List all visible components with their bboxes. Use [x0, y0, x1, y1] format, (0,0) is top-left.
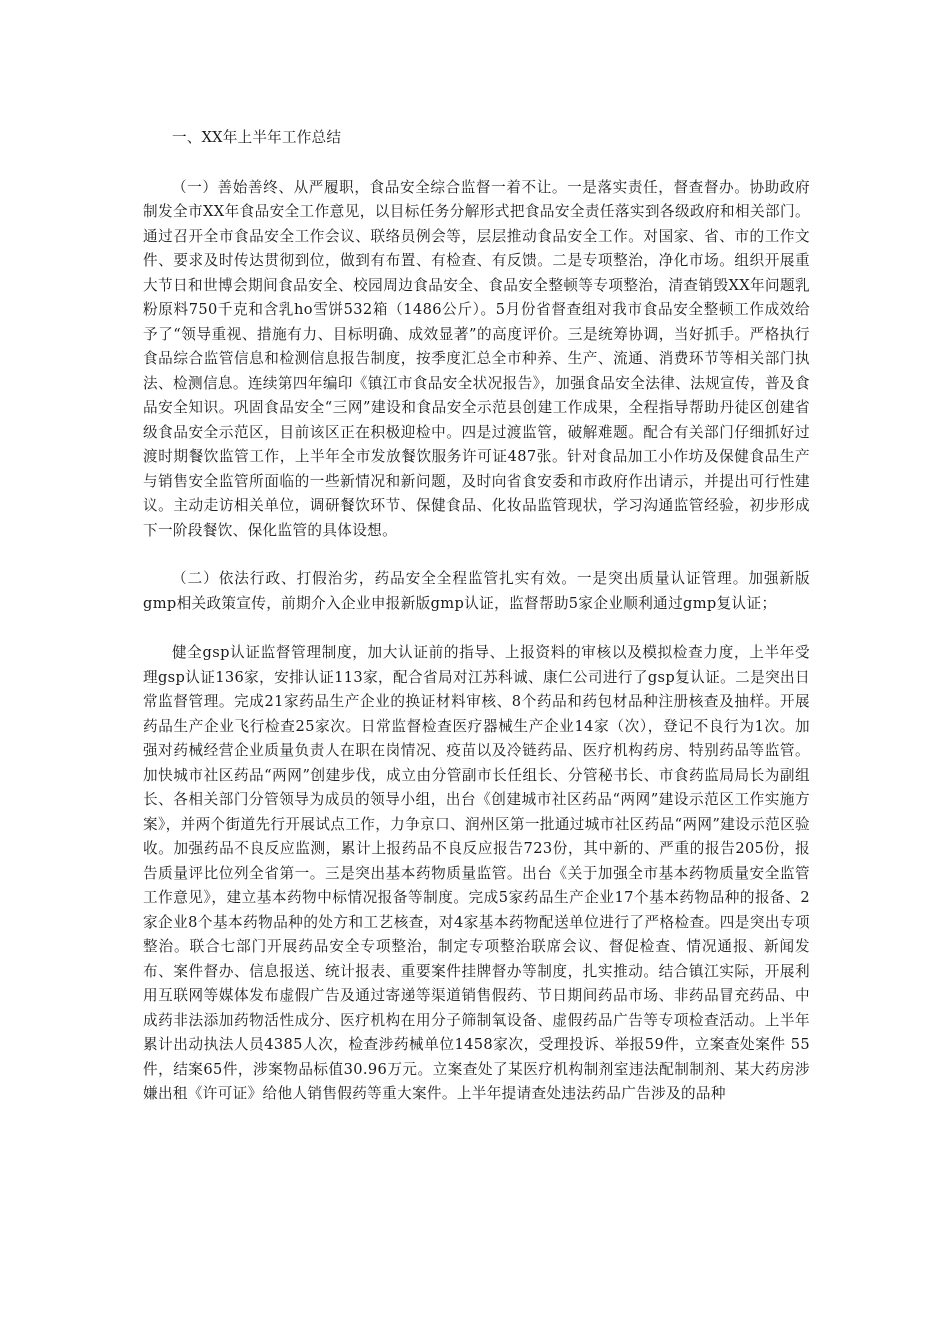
paragraph-food-safety: （一）善始善终、从严履职，食品安全综合监督一着不让。一是落实责任，督查督办。协助政府制发全市XX年食品安全工作意见，以目标任务分解形式把食品安全责任落实到各级政府和相关部门。通过召开全市食品安全工作会议、联络员例会等，层层推动食品安全工作。对国家、省、市的工作文件、要求及时传达贯彻到位，做到有布置、有检查、有反馈。二是专项整治，净化市场。组织开展重大节日和世博会期间食品安全、校园周边食品安全、食品安全整顿等专项整治，清查销毁XX年问题乳粉原料750千克和含乳ho雪饼532箱（1486公斤）。5月份省督查组对我市食品安全整顿工作成效给予了“领导重视、措施有力、目标明确、成效显著”的高度评价。三是统筹协调，当好抓手。严格执行食品综合监管信息和检测信息报告制度，按季度汇总全市种养、生产、流通、消费环节等相关部门执法、检测信息。连续第四年编印《镇江市食品安全状况报告》，加强食品安全法律、法规宣传，普及食品安全知识。巩固食品安全“三网”建设和食品安全示范县创建工作成果，全程指导帮助丹徒区创建省级食品安全示范区，目前该区正在积极迎检中。四是过渡监管，破解难题。配合有关部门仔细抓好过渡时期餐饮监管工作，上半年全市发放餐饮服务许可证487张。针对食品加工小作坊及保健食品生产与销售安全监管所面临的一些新情况和新问题，及时向省食安委和市政府作出请示，并提出可行性建议。主动走访相关单位，调研餐饮环节、保健食品、化妆品监管现状，学习沟通监管经验，初步形成下一阶段餐饮、保化监管的具体设想。: [143, 178, 810, 539]
spacer: [143, 151, 810, 176]
section-heading: 一、XX年上半年工作总结: [172, 129, 342, 146]
document-body: [143, 126, 810, 1107]
spacer: [143, 616, 810, 641]
paragraph-drug-safety-intro: （二）依法行政、打假治劣，药品安全全程监管扎实有效。一是突出质量认证管理。加强新版gmp相关政策宣传，前期介入企业申报新版gmp认证，监督帮助5家企业顺利通过gmp复认证；: [143, 570, 810, 612]
paragraph-gsp-certification: 健全gsp认证监督管理制度，加大认证前的指导、上报资料的审核以及模拟检查力度，上半年受理gsp认证136家，安排认证113家，配合省局对江苏科诚、康仁公司进行了gsp复认证。二是突出日常监督管理。完成21家药品生产企业的换证材料审核、8个药品和药包材品种注册核查及抽样。开展药品生产企业飞行检查25家次。日常监督检查医疗器械生产企业14家（次），登记不良行为1次。加强对药械经营企业质量负责人在职在岗情况、疫苗以及冷链药品、医疗机构药房、特别药品等监管。加快城市社区药品“两网”创建步伐，成立由分管副市长任组长、分管秘书长、市食药监局局长为副组长、各相关部门分管领导为成员的领导小组，出台《创建城市社区药品“两网”建设示范区工作实施方案》，并两个街道先行开展试点工作，力争京口、润州区第一批通过城市社区药品“两网”建设示范区验收。加强药品不良反应监测，累计上报药品不良反应报告723份，其中新的、严重的报告205份，报告质量评比位列全省第一。三是突出基本药物质量监管。出台《关于加强全市基本药物质量安全监管工作意见》，建立基本药物中标情况报备等制度。完成5家药品生产企业17个基本药物品种的报备、2家企业8个基本药物品种的处方和工艺核查，对4家基本药物配送单位进行了严格检查。四是突出专项整治。联合七部门开展药品安全专项整治，制定专项整治联席会议、督促检查、情况通报、新闻发布、案件督办、信息报送、统计报表、重要案件挂牌督办等制度，扎实推动。结合镇江实际，开展利用互联网等媒体发布虚假广告及通过寄递等渠道销售假药、节日期间药品市场、非药品冒充药品、中成药非法添加药物活性成分、医疗机构在用分子筛制氧设备、虚假药品广告等专项检查活动。上半年累计出动执法人员4385人次，检查涉药械单位1458家次，受理投诉、举报59件，立案查处案件 55件，结案65件，涉案物品标值30.96万元。立案查处了某医疗机构制剂室违法配制制剂、某大药房涉嫌出租《许可证》给他人销售假药等重大案件。上半年提请查处违法药品广告涉及的品种: [143, 644, 810, 1102]
spacer: [143, 543, 810, 567]
